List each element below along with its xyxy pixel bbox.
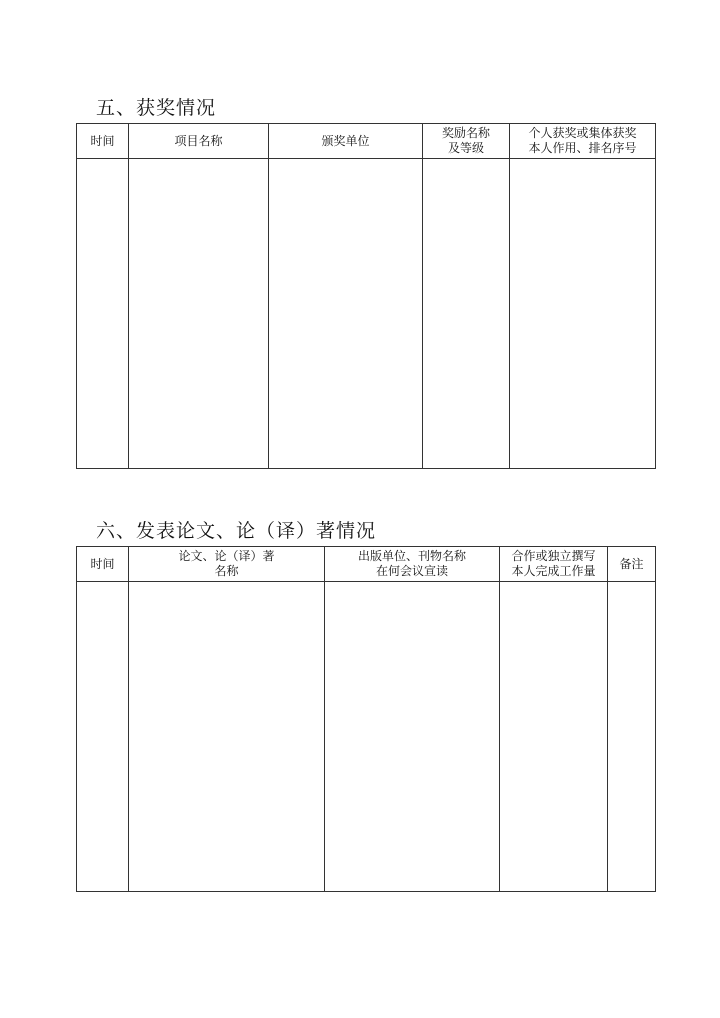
awards-time-cell[interactable] xyxy=(77,159,129,469)
awards-header-role-rank: 个人获奖或集体获奖 本人作用、排名序号 xyxy=(510,124,656,159)
awards-entry-row xyxy=(77,159,656,469)
awards-project-name-cell[interactable] xyxy=(129,159,269,469)
section-title-awards: 五、获奖情况 xyxy=(96,97,217,119)
publications-remarks-cell[interactable] xyxy=(608,582,656,892)
awards-header-row xyxy=(77,124,656,159)
awards-header-time: 时间 xyxy=(77,124,129,159)
awards-award-level-cell[interactable] xyxy=(423,159,510,469)
publications-header-publisher: 出版单位、刊物名称 在何会议宣读 xyxy=(325,547,500,582)
awards-header-project-name: 项目名称 xyxy=(129,124,269,159)
publications-header-time: 时间 xyxy=(77,547,129,582)
publications-header-row xyxy=(77,547,656,582)
publications-header-title: 论文、论（译）著 名称 xyxy=(129,547,325,582)
awards-header-award-level: 奖励名称 及等级 xyxy=(423,124,510,159)
publications-title-cell[interactable] xyxy=(129,582,325,892)
awards-table xyxy=(76,123,656,469)
publications-authorship-cell[interactable] xyxy=(500,582,608,892)
publications-header-remarks: 备注 xyxy=(608,547,656,582)
awards-awarding-unit-cell[interactable] xyxy=(269,159,423,469)
awards-header-awarding-unit: 颁奖单位 xyxy=(269,124,423,159)
awards-role-rank-cell[interactable] xyxy=(510,159,656,469)
publications-table xyxy=(76,546,656,892)
section-title-publications: 六、发表论文、论（译）著情况 xyxy=(96,520,377,542)
publications-header-authorship: 合作或独立撰写 本人完成工作量 xyxy=(500,547,608,582)
publications-entry-row xyxy=(77,582,656,892)
publications-time-cell[interactable] xyxy=(77,582,129,892)
publications-publisher-cell[interactable] xyxy=(325,582,500,892)
